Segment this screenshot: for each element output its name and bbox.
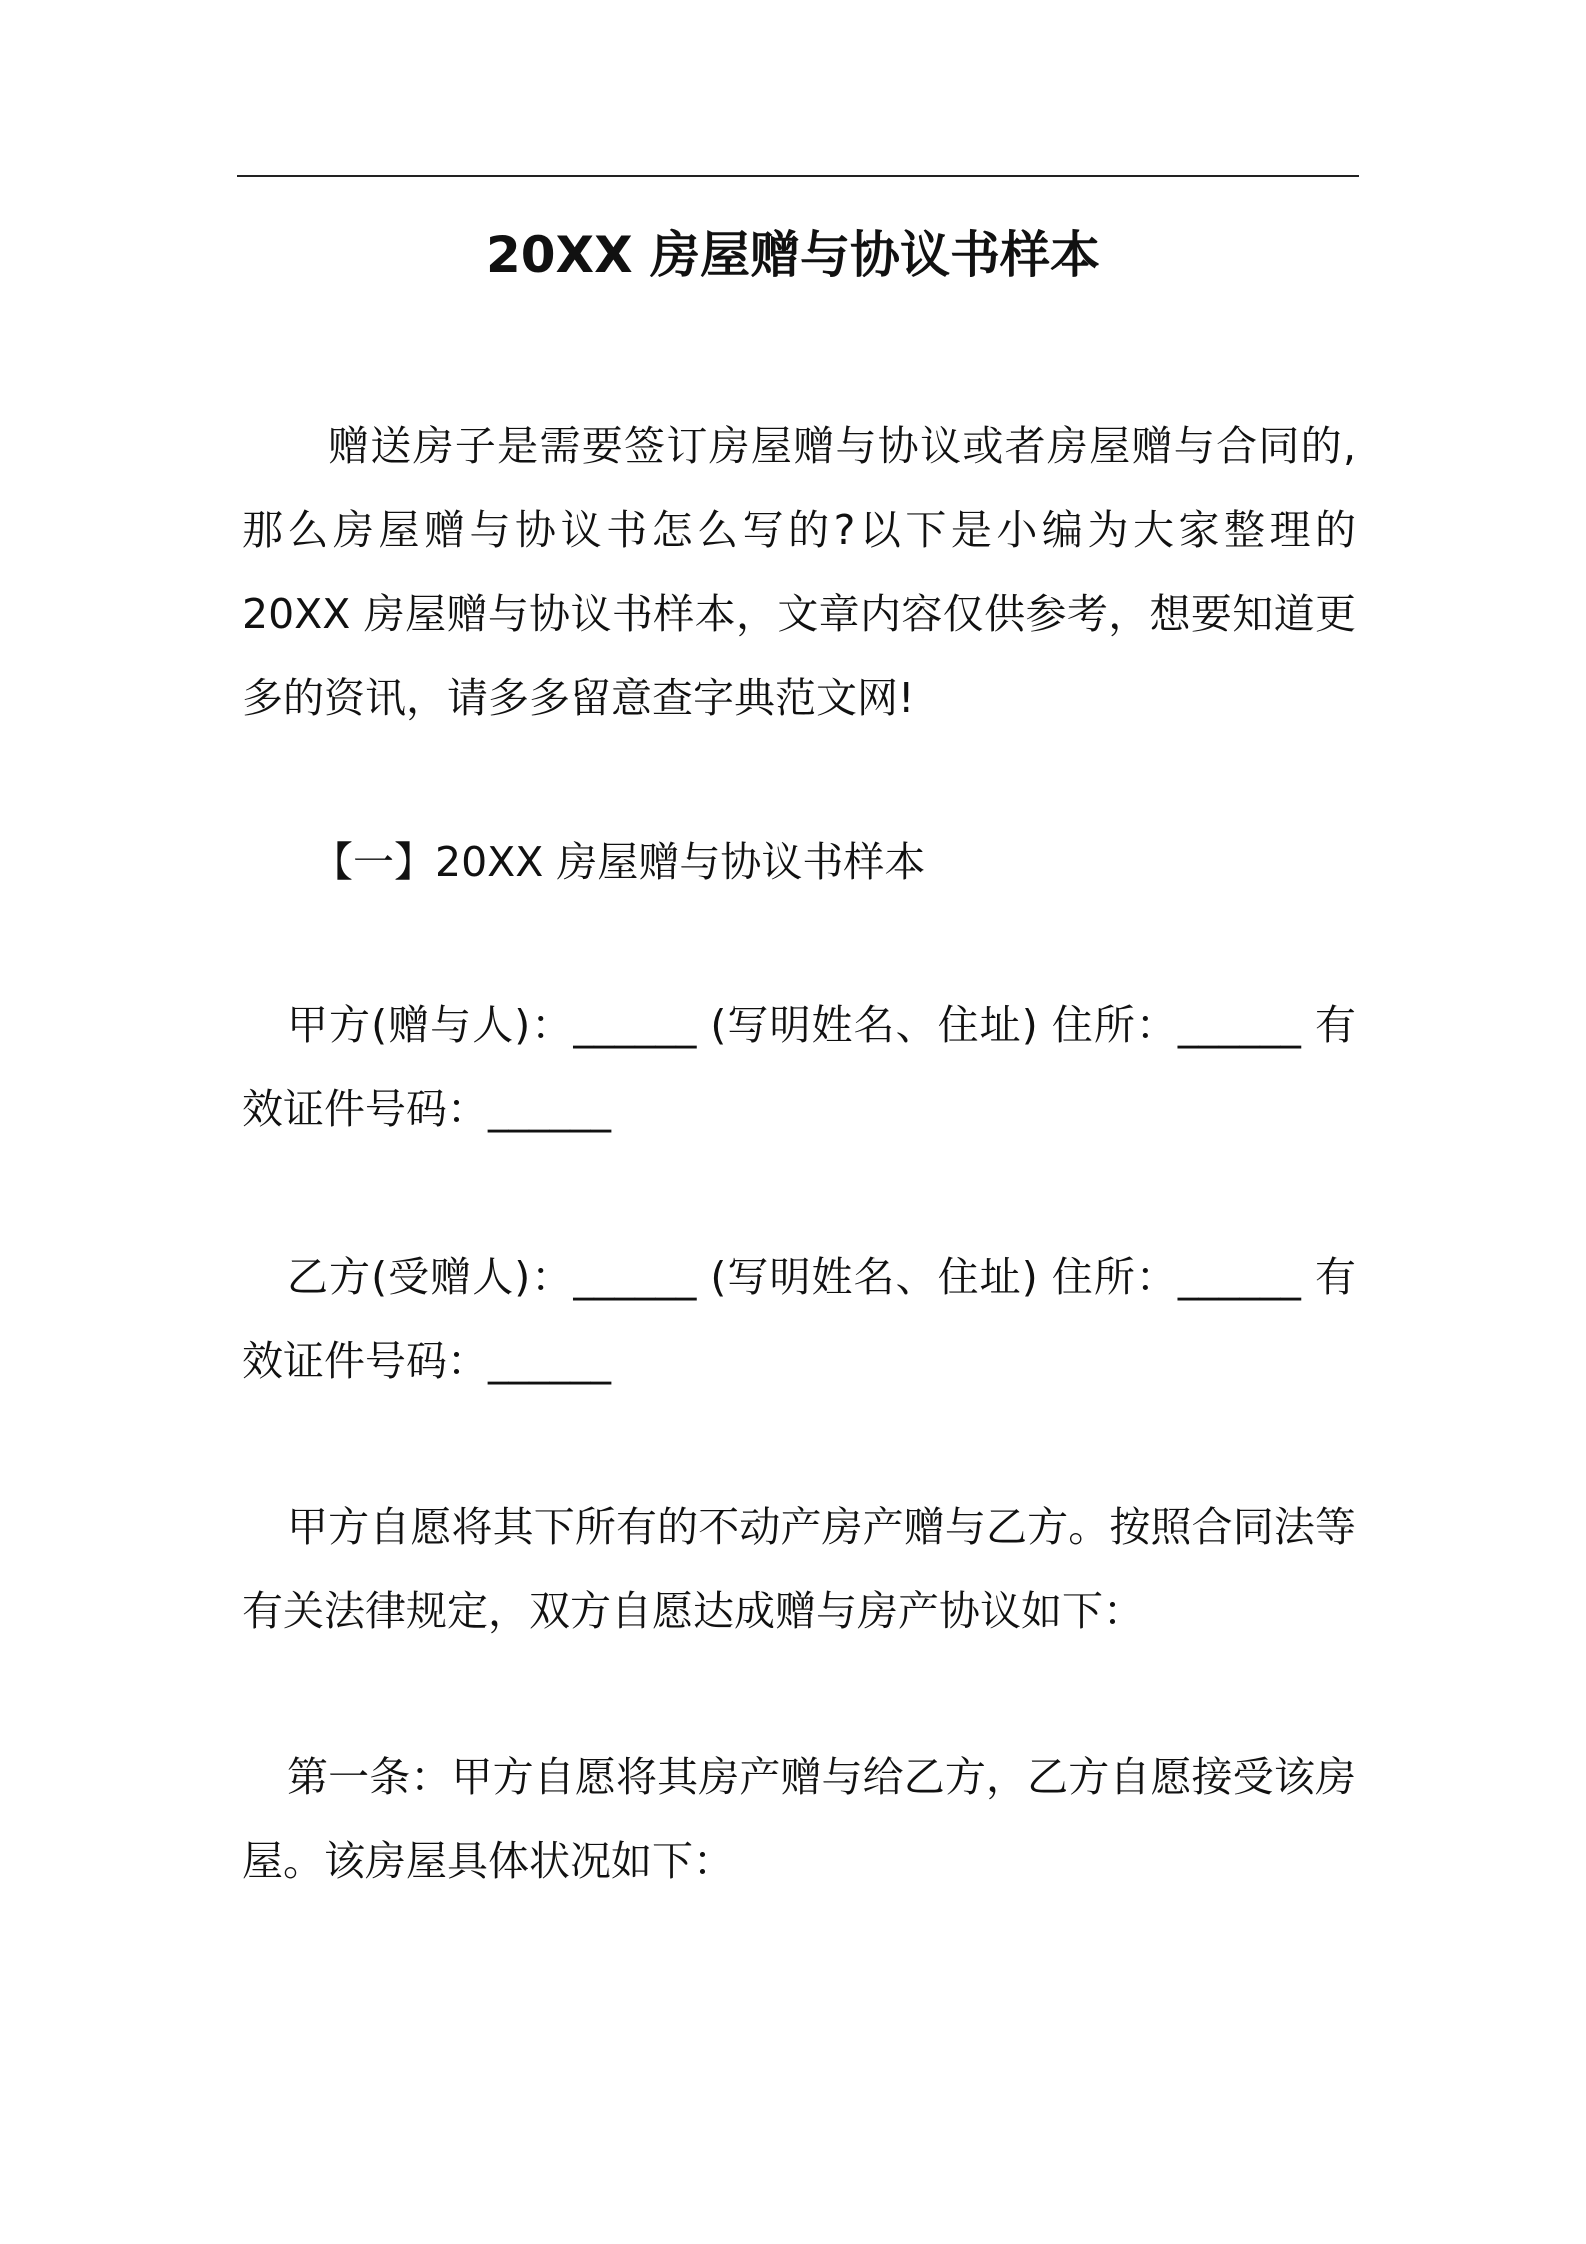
party-a-paragraph: 甲方(赠与人)：______ (写明姓名、住址) 住所：______ 有效证件号码：______ xyxy=(242,1001,1356,1133)
article-1-paragraph: 第一条：甲方自愿将其房产赠与给乙方，乙方自愿接受该房屋。该房屋具体状况如下： xyxy=(242,1753,1356,1885)
section-heading: 【一】20XX 房屋赠与协议书样本 xyxy=(312,838,926,886)
statement-paragraph: 甲方自愿将其下所有的不动产房产赠与乙方。按照合同法等有关法律规定，双方自愿达成赠与房产协议如下： xyxy=(242,1503,1356,1635)
document-title: 20XX 房屋赠与协议书样本 xyxy=(485,226,1101,284)
header-rule xyxy=(237,175,1359,177)
intro-paragraph: 赠送房子是需要签订房屋赠与协议或者房屋赠与合同的,那么房屋赠与协议书怎么写的?以下是小编为大家整理的 20XX 房屋赠与协议书样本，文章内容仅供参考，想要知道更多的资讯，请多多留意查字典范文网! xyxy=(242,422,1356,722)
party-b-paragraph: 乙方(受赠人)：______ (写明姓名、住址) 住所：______ 有效证件号码：______ xyxy=(242,1253,1356,1385)
